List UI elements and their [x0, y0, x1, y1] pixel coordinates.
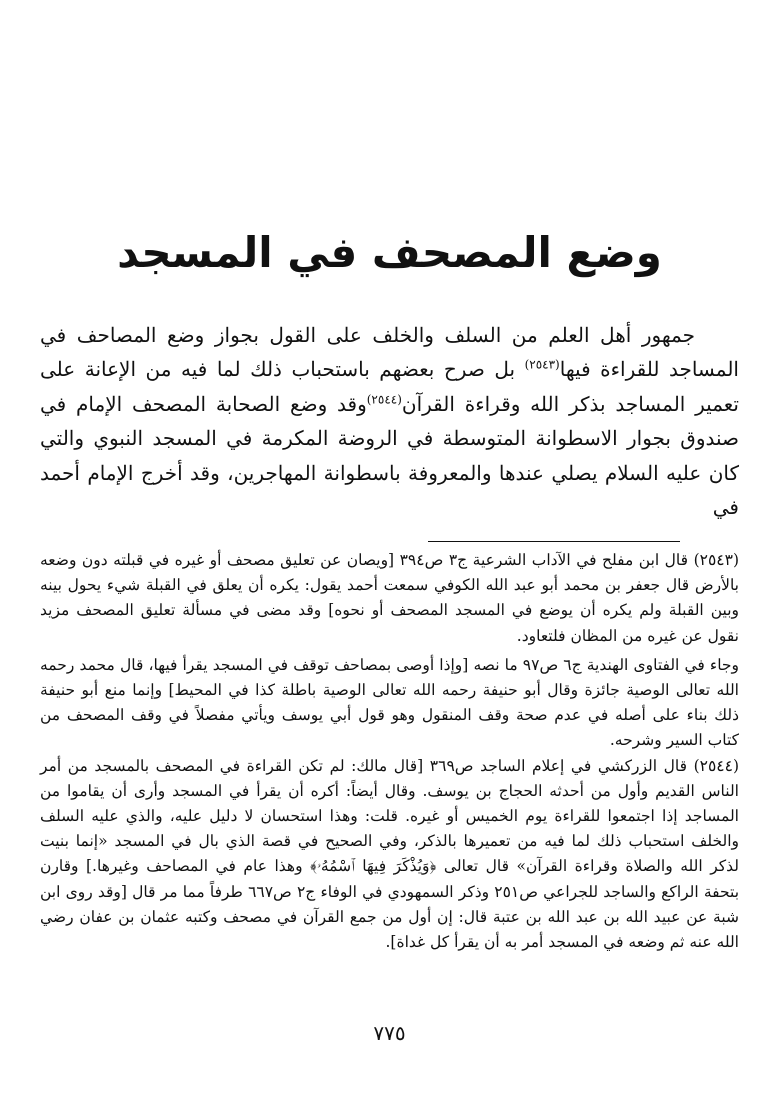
footnote-ref-2543[interactable]: (٢٥٤٣) — [524, 357, 560, 372]
footnote-ref-2544[interactable]: (٢٥٤٤) — [366, 392, 402, 407]
footnote-2543 — [40, 548, 739, 649]
main-paragraph — [40, 318, 739, 524]
footnotes-section — [40, 548, 739, 955]
footnote-2544 — [40, 754, 739, 956]
footnote-number: (٢٥٤٣) — [693, 551, 739, 569]
paragraph-segment-2: بل صرح بعضهم باستحباب ذلك لما فيه من الإعانة على تعمير المساجد بذكر الله وقراءة القرآن — [40, 357, 739, 416]
footnote-text: قال ابن مفلح في الآداب الشرعية ج٣ ص٣٩٤ [ويصان عن تعليق مصحف أو غيره في قبلته دون وضعه بالأرض قال جعفر بن محمد أبو عبد الله الكوفي سمعت أحمد يقول: يكره أن يعلق في القبلة شيء يحول بينه وبين القبلة ولم يكره أن يوضع في المسجد المصحف أو نحوه] وقد مضى في مسألة تعليق المصحف مزيد نقول عن غيره من المظان فلتعاود. — [40, 551, 739, 645]
footnote-divider — [428, 541, 680, 542]
paragraph-segment-3: وقد وضع الصحابة المصحف الإمام في صندوق بجوار الاسطوانة المتوسطة في الروضة المكرمة في المسجد النبوي والتي كان عليه السلام يصلي عندها والمعروفة باسطوانة المهاجرين، وقد أخرج الإمام أحمد في — [40, 391, 739, 520]
page-title: وضع المصحف في المسجد — [117, 228, 662, 277]
paragraph-segment-1: جمهور أهل العلم من السلف والخلف على القول بجواز وضع المصاحف في المساجد للقراءة فيها — [40, 323, 739, 382]
footnote-number: (٢٥٤٤) — [693, 756, 739, 775]
footnote-text: قال الزركشي في إعلام الساجد ص٣٦٩ [قال مالك: لم تكن القراءة في المصحف بالمسجد من أمر الناس القديم وأول من أحدثه الحجاج بن يوسف. وقال أيضاً: أكره أن يقرأ في المسجد وأرى أن يقاموا من المساجد إذا اجتمعوا للقراءة يوم الخميس أو غيره. قلت: وهذا استحسان لا دليل عليه، والذي عليه السلف والخلف استحباب ذلك لما فيه من تعميرها بالذكر، وفي الصحيح في قصة الذي بال في المسجد «إنما بنيت لذكر الله والصلاة وقراءة القرآن» قال تعالى ﴿وَيُذْكَرَ فِيهَا ٱسْمُهُۥ﴾ وهذا عام في المصاحف وغيرها.] وقارن بتحفة الراكع والساجد للجراعي ص٢٥١ وذكر السمهودي في الوفاء ج٢ ص٦٦٧ طرفاً مما مر قال [وقد روى ابن شبة عن عبيد الله بن عبد الله بن عتبة قال: إن أول من جمع القرآن في مصحف وكتبه عثمان بن عفان رضي الله عنه ثم وضعه في المسجد أمر به أن يقرأ كل غداة]. — [40, 756, 740, 952]
page-number: ٧٧٥ — [373, 1021, 406, 1045]
footnote-2543-continuation: وجاء في الفتاوى الهندية ج٦ ص٩٧ ما نصه [وإذا أوصى بمصاحف توقف في المسجد يقرأ فيها، قال محمد رحمه الله تعالى الوصية جائزة وقال أبو حنيفة رحمه الله تعالى الوصية باطلة كذا في المحيط] وإنما منع أبو حنيفة ذلك بناء على أصله في عدم صحة وقف المنقول وهو قول أبي يوسف ويأتي مفصلاً في وقف المصحف من كتاب السير وشرحه. — [40, 655, 740, 750]
